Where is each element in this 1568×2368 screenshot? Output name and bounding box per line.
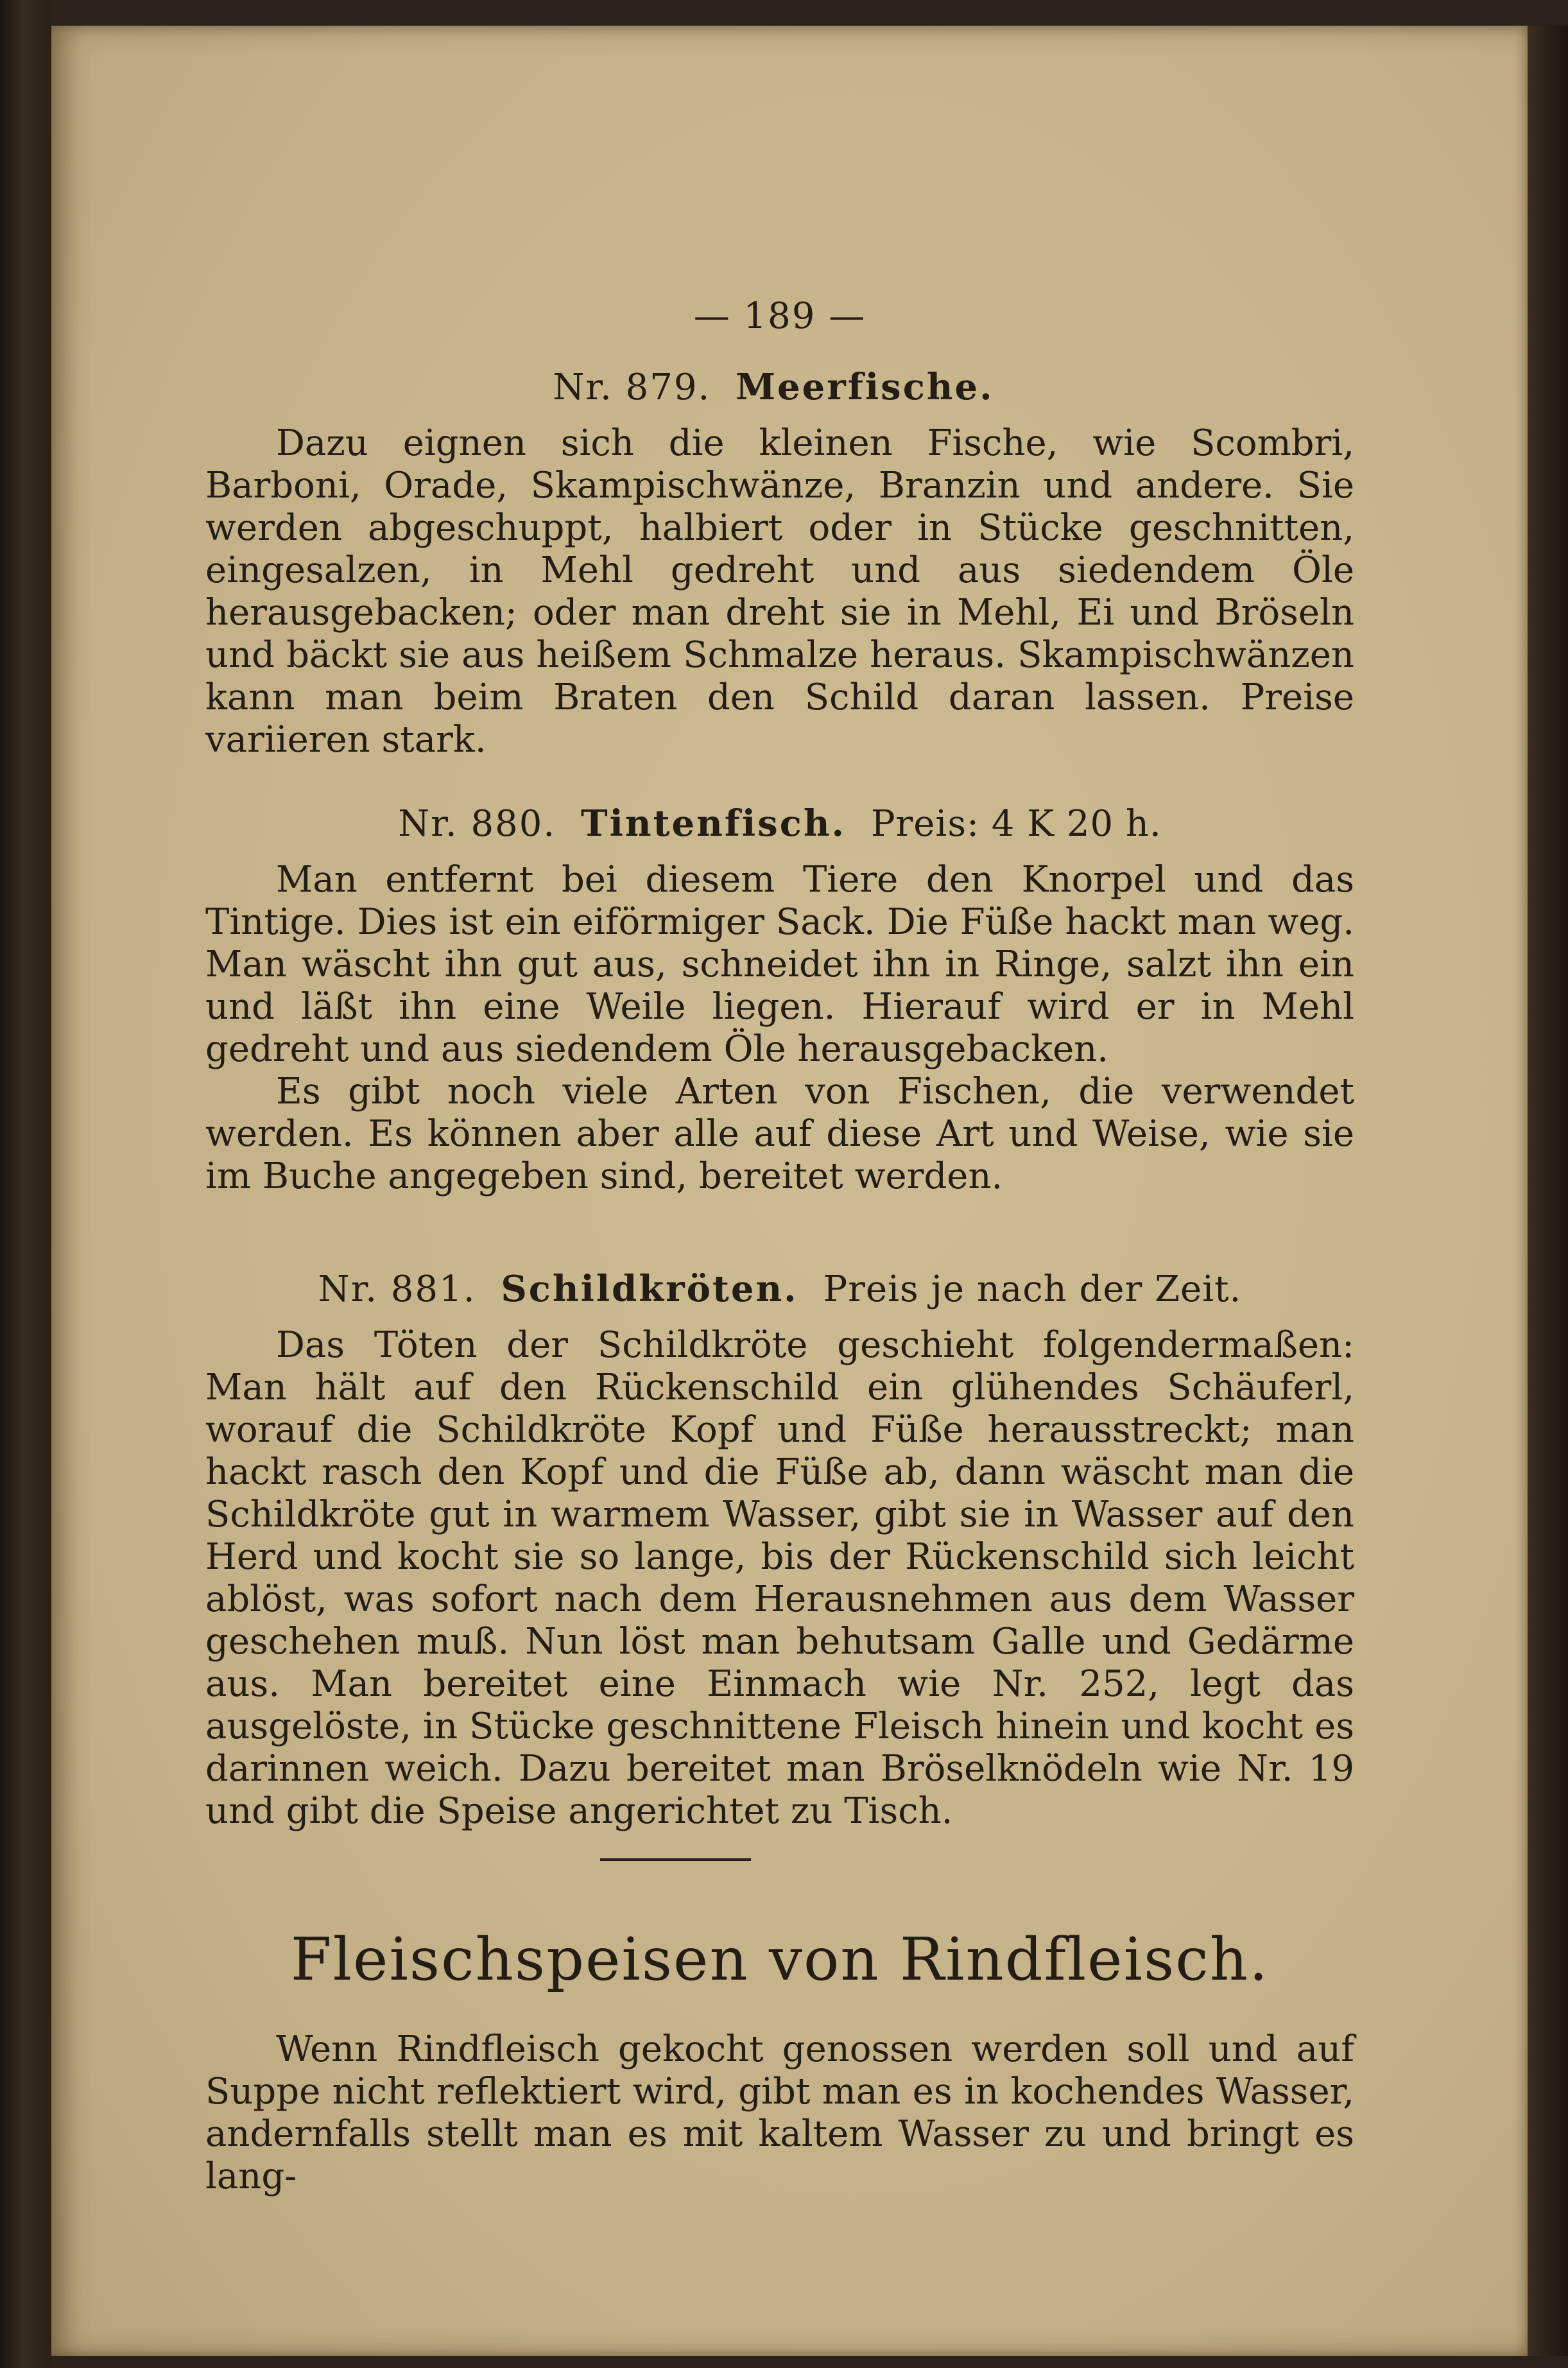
recipe-number: Nr. 879.	[553, 367, 711, 408]
recipe-paragraph: Dazu eignen sich die kleinen Fische, wie Scombri, Barboni, Orade, Skampischwänze, Branzin und andere. Sie werden abgeschuppt, halbiert oder in Stücke geschnitten, eingesalzen, in Mehl gedreht und aus siedendem Öle herausgebacken; oder man dreht sie in Mehl, Ei und Bröseln und bäckt sie aus heißem Schmalze heraus. Skampischwänzen kann man beim Braten den Schild daran lassen. Preise variieren stark.	[205, 422, 1354, 761]
chapter-block	[205, 26, 1354, 2356]
book-page	[51, 26, 1528, 2356]
recipe-number: Nr. 880.	[398, 803, 556, 845]
recipe-number: Nr. 881.	[318, 1268, 476, 1310]
recipe-price: Preis je nach der Zeit.	[823, 1268, 1242, 1310]
chapter-title: Fleischspeisen von Rindfleisch.	[290, 1925, 1270, 1994]
page-number: — 189 —	[693, 295, 866, 337]
recipe-title: Meerfische.	[736, 366, 994, 408]
page-edge	[1528, 26, 1568, 2356]
recipe-title: Tintenfisch.	[580, 802, 847, 845]
chapter-paragraph: Wenn Rindfleisch gekocht genossen werden soll und auf Suppe nicht reflektiert wird, gibt man es in kochendes Wasser, andernfalls stellt man es mit kaltem Wasser zu und bringt es lang-	[205, 2028, 1354, 2197]
recipe-paragraph: Das Töten der Schildkröte geschieht folgendermaßen: Man hält auf den Rückenschild ein glühendes Schäuferl, worauf die Schildkröte Kopf und Füße herausstreckt; man hackt rasch den Kopf und die Füße ab, dann wäscht man die Schildkröte gut in warmem Wasser, gibt sie in Wasser auf den Herd und kocht sie so lange, bis der Rückenschild sich leicht ablöst, was sofort nach dem Herausnehmen aus dem Wasser geschehen muß. Nun löst man behutsam Galle und Gedärme aus. Man bereitet eine Einmach wie Nr. 252, legt das ausgelöste, in Stücke geschnittene Fleisch hinein und kocht es darinnen weich. Dazu bereitet man Bröselknödeln wie Nr. 19 und gibt die Speise angerichtet zu Tisch.	[205, 1324, 1354, 1832]
recipe-paragraph: Es gibt noch viele Arten von Fischen, die verwendet werden. Es können aber alle auf diese Art und Weise, wie sie im Buche angegeben sind, bereitet werden.	[205, 1071, 1354, 1197]
recipe-title: Schildkröten.	[501, 1268, 798, 1310]
recipe-price: Preis: 4 K 20 h.	[870, 803, 1162, 845]
book-binding	[0, 0, 51, 2368]
recipe-paragraph: Man entfernt bei diesem Tiere den Knorpel und das Tintige. Dies ist ein eiförmiger Sack. Die Füße hackt man weg. Man wäscht ihn gut aus, schneidet ihn in Ringe, salzt ihn ein und läßt ihn eine Weile liegen. Hierauf wird er in Mehl gedreht und aus siedendem Öle herausgebacken.	[205, 859, 1354, 1070]
